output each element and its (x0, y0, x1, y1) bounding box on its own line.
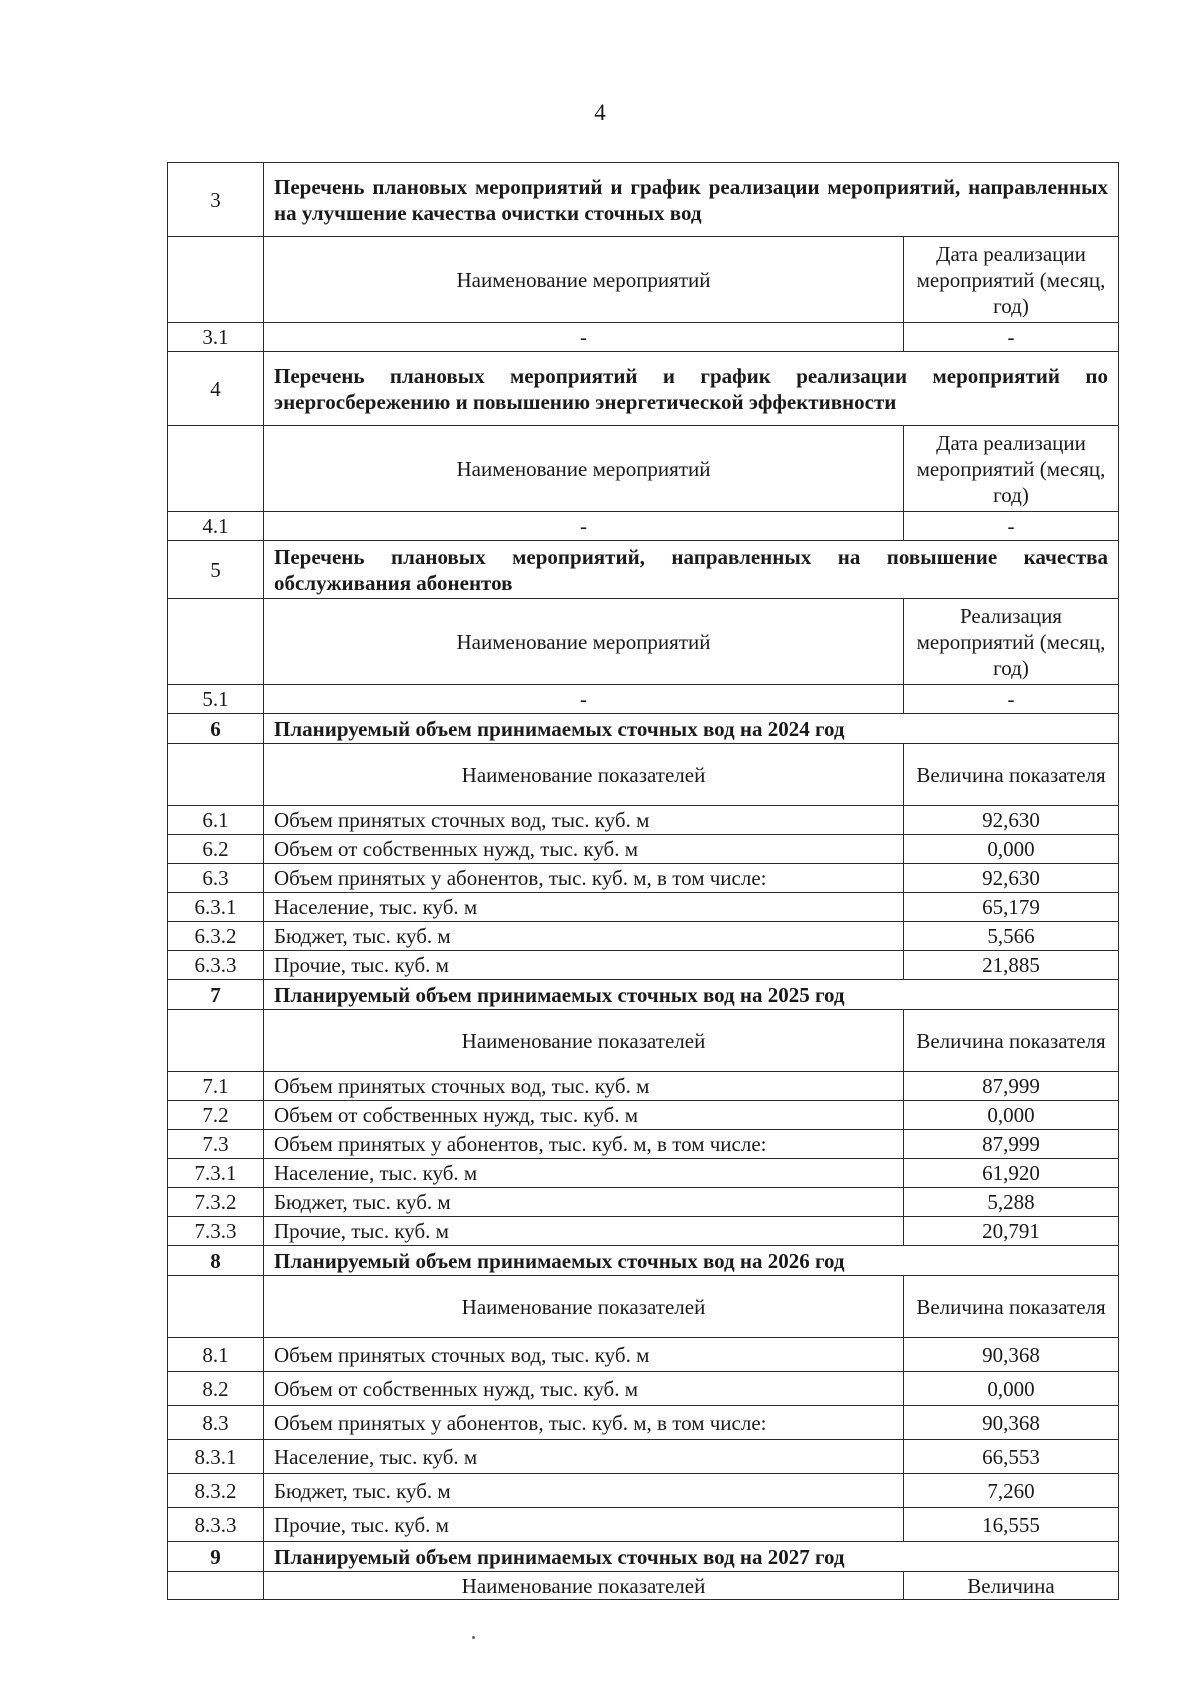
table-row (168, 1406, 1119, 1440)
row-name: Объем принятых у абонентов, тыс. куб. м, в том числе: (264, 864, 904, 893)
row-number: 7.3.3 (168, 1217, 264, 1246)
table-row (168, 1159, 1119, 1188)
section-3-header (168, 163, 1119, 237)
row-name: Население, тыс. куб. м (264, 1440, 904, 1474)
column-header-value: Реализация мероприятий (месяц, год) (904, 599, 1119, 685)
row-value: 90,368 (904, 1406, 1119, 1440)
row-number: 6.3.3 (168, 951, 264, 980)
section-title: Перечень плановых мероприятий, направленных на повышение качества обслуживания абонентов (264, 541, 1119, 599)
section-5-header (168, 541, 1119, 599)
section-number: 6 (168, 714, 264, 744)
section-number: 7 (168, 980, 264, 1010)
row-value: 7,260 (904, 1474, 1119, 1508)
table-row (168, 864, 1119, 893)
row-name: Объем принятых сточных вод, тыс. куб. м (264, 1338, 904, 1372)
column-header-value: Величина показателя (904, 744, 1119, 806)
row-value: 0,000 (904, 1101, 1119, 1130)
row-name: Объем принятых сточных вод, тыс. куб. м (264, 1072, 904, 1101)
row-number: 6.3.1 (168, 893, 264, 922)
row-value: - (904, 685, 1119, 714)
table-row (168, 323, 1119, 352)
table-row (168, 806, 1119, 835)
column-header-row (168, 1276, 1119, 1338)
row-number: 5.1 (168, 685, 264, 714)
row-value: 65,179 (904, 893, 1119, 922)
column-header-value: Дата реализации мероприятий (месяц, год) (904, 426, 1119, 512)
row-value: - (904, 512, 1119, 541)
row-name: - (264, 512, 904, 541)
row-value: 5,566 (904, 922, 1119, 951)
table-row (168, 951, 1119, 980)
table-row (168, 1101, 1119, 1130)
row-name: Прочие, тыс. куб. м (264, 951, 904, 980)
table-row (168, 1072, 1119, 1101)
row-value: 87,999 (904, 1130, 1119, 1159)
row-number: 8.2 (168, 1372, 264, 1406)
row-value: 16,555 (904, 1508, 1119, 1542)
section-number: 8 (168, 1246, 264, 1276)
table-row (168, 893, 1119, 922)
column-header-name: Наименование мероприятий (264, 426, 904, 512)
column-header-name: Наименование показателей (264, 1010, 904, 1072)
table-row (168, 1130, 1119, 1159)
column-header-name: Наименование мероприятий (264, 599, 904, 685)
scan-speck (472, 1636, 475, 1639)
section-number: 3 (168, 163, 264, 237)
row-name: Население, тыс. куб. м (264, 893, 904, 922)
table-row (168, 685, 1119, 714)
section-title: Перечень плановых мероприятий и график реализации мероприятий, направленных на улучшение качества очистки сточных вод (264, 163, 1119, 237)
table-row (168, 1440, 1119, 1474)
row-number: 8.3.1 (168, 1440, 264, 1474)
table-row (168, 1338, 1119, 1372)
row-name: Прочие, тыс. куб. м (264, 1508, 904, 1542)
row-value: 0,000 (904, 835, 1119, 864)
row-name: Объем принятых сточных вод, тыс. куб. м (264, 806, 904, 835)
row-name: Прочие, тыс. куб. м (264, 1217, 904, 1246)
table-row (168, 1188, 1119, 1217)
column-header-value: Величина показателя (904, 1010, 1119, 1072)
table-row (168, 1217, 1119, 1246)
section-title: Планируемый объем принимаемых сточных вод на 2024 год (264, 714, 1119, 744)
section-number: 5 (168, 541, 264, 599)
section-title: Планируемый объем принимаемых сточных вод на 2025 год (264, 980, 1119, 1010)
section-title: Планируемый объем принимаемых сточных вод на 2027 год (264, 1542, 1119, 1572)
row-number: 7.1 (168, 1072, 264, 1101)
row-number: 8.3.3 (168, 1508, 264, 1542)
section-6-header (168, 714, 1119, 744)
row-value: 66,553 (904, 1440, 1119, 1474)
row-number: 6.3.2 (168, 922, 264, 951)
row-number: 6.3 (168, 864, 264, 893)
table-row (168, 1372, 1119, 1406)
section-title: Перечень плановых мероприятий и график реализации мероприятий по энергосбережению и повышению энергетической эффективности (264, 352, 1119, 426)
row-number: 7.2 (168, 1101, 264, 1130)
table-row (168, 1474, 1119, 1508)
row-number: 4.1 (168, 512, 264, 541)
row-value: 21,885 (904, 951, 1119, 980)
row-number: 8.1 (168, 1338, 264, 1372)
column-header-value: Дата реализации мероприятий (месяц, год) (904, 237, 1119, 323)
row-number: 7.3.1 (168, 1159, 264, 1188)
column-header-row (168, 426, 1119, 512)
column-header-value: Величина показателя (904, 1276, 1119, 1338)
row-value: 92,630 (904, 864, 1119, 893)
column-header-row (168, 1572, 1119, 1600)
row-value: 5,288 (904, 1188, 1119, 1217)
row-number: 7.3.2 (168, 1188, 264, 1217)
section-7-header (168, 980, 1119, 1010)
row-value: 0,000 (904, 1372, 1119, 1406)
row-number: 6.1 (168, 806, 264, 835)
column-header-name: Наименование мероприятий (264, 237, 904, 323)
column-header-row (168, 599, 1119, 685)
section-4-header (168, 352, 1119, 426)
row-name: Объем принятых у абонентов, тыс. куб. м, в том числе: (264, 1406, 904, 1440)
row-value: - (904, 323, 1119, 352)
row-value: 87,999 (904, 1072, 1119, 1101)
row-number: 7.3 (168, 1130, 264, 1159)
section-8-header (168, 1246, 1119, 1276)
page-number: 4 (594, 100, 606, 125)
row-number: 8.3.2 (168, 1474, 264, 1508)
row-name: Бюджет, тыс. куб. м (264, 922, 904, 951)
section-title: Планируемый объем принимаемых сточных вод на 2026 год (264, 1246, 1119, 1276)
row-name: Бюджет, тыс. куб. м (264, 1474, 904, 1508)
row-number: 6.2 (168, 835, 264, 864)
table-row (168, 1508, 1119, 1542)
row-name: - (264, 685, 904, 714)
row-value: 20,791 (904, 1217, 1119, 1246)
column-header-name: Наименование показателей (264, 1276, 904, 1338)
section-9-header (168, 1542, 1119, 1572)
column-header-name: Наименование показателей (264, 1572, 904, 1600)
column-header-row (168, 744, 1119, 806)
section-number: 9 (168, 1542, 264, 1572)
row-value: 92,630 (904, 806, 1119, 835)
indicators-table (167, 162, 1119, 1600)
row-value: 90,368 (904, 1338, 1119, 1372)
row-number: 8.3 (168, 1406, 264, 1440)
row-number: 3.1 (168, 323, 264, 352)
table-row (168, 922, 1119, 951)
row-name: Объем от собственных нужд, тыс. куб. м (264, 1372, 904, 1406)
row-name: Население, тыс. куб. м (264, 1159, 904, 1188)
row-value: 61,920 (904, 1159, 1119, 1188)
column-header-row (168, 1010, 1119, 1072)
row-name: Объем принятых у абонентов, тыс. куб. м, в том числе: (264, 1130, 904, 1159)
section-number: 4 (168, 352, 264, 426)
table-row (168, 835, 1119, 864)
column-header-name: Наименование показателей (264, 744, 904, 806)
row-name: Объем от собственных нужд, тыс. куб. м (264, 1101, 904, 1130)
row-name: Бюджет, тыс. куб. м (264, 1188, 904, 1217)
column-header-value: Величина (904, 1572, 1119, 1600)
row-name: - (264, 323, 904, 352)
row-name: Объем от собственных нужд, тыс. куб. м (264, 835, 904, 864)
table-row (168, 512, 1119, 541)
column-header-row (168, 237, 1119, 323)
